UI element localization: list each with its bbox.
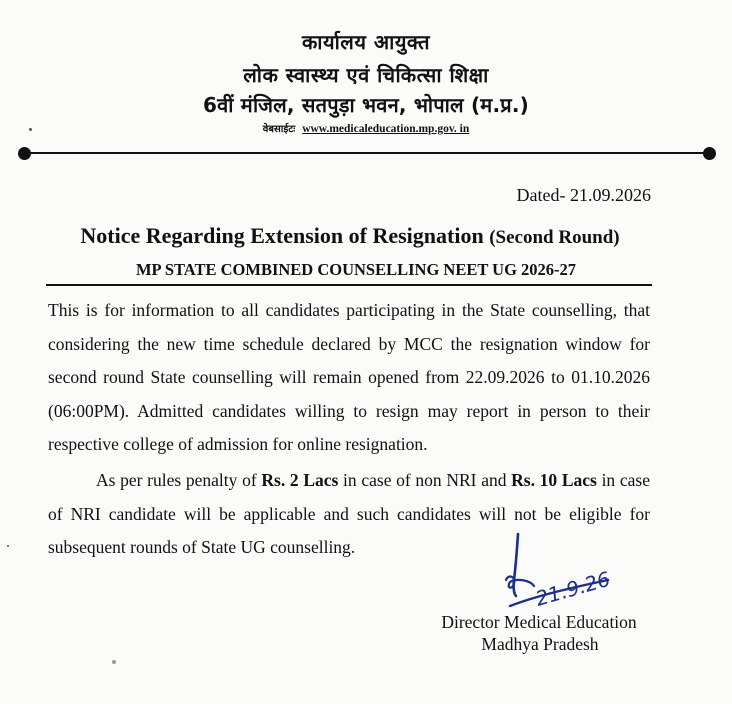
- divider-right-dot: [703, 147, 716, 160]
- paragraph-2-text-c: in case of NRI candidate will be applicable and such candidates will not be eligible for subsequent rounds of State UG counselling.: [48, 470, 650, 557]
- website-link[interactable]: www.medicaleducation.mp.gov. in: [302, 123, 470, 135]
- notice-title: [0, 223, 700, 249]
- body-paragraph-1: This is for information to all candidates participating in the State counselling, that considering the new time schedule declared by MCC the resignation window for second round State counselling will remain opened from 22.09.2026 to 01.10.2026 (06:00PM). Admitted candidates willing to resign may report in person to their respective college of admission for online resignation.: [48, 300, 650, 454]
- notice-title-main: Notice Regarding Extension of Resignation: [80, 223, 484, 248]
- subtitle-underline: [46, 284, 652, 286]
- website-line: [0, 121, 732, 135]
- department-name: लोक स्वास्थ्य एवं चिकित्सा शिक्षा: [243, 63, 489, 87]
- penalty-nri: Rs. 10 Lacs: [511, 470, 597, 490]
- notice-date: Dated- 21.09.2026: [516, 185, 651, 205]
- office-name: कार्यालय आयुक्त: [301, 30, 431, 54]
- notice-subtitle: MP STATE COMBINED COUNSELLING NEET UG 2026-27: [135, 260, 577, 279]
- scan-speck: [29, 128, 32, 131]
- divider-left-dot: [18, 147, 31, 160]
- scan-speck: [112, 660, 116, 664]
- website-label: वेबसाईटः: [262, 124, 296, 135]
- scan-speck: [7, 545, 9, 547]
- signatory-designation: Director Medical Education: [441, 612, 637, 632]
- notice-title-suffix: (Second Round): [489, 227, 620, 248]
- signature-date: 21.9.26: [532, 566, 613, 611]
- penalty-non-nri: Rs. 2 Lacs: [261, 470, 339, 490]
- paragraph-2-text-b: in case of non NRI and: [338, 470, 512, 490]
- handwritten-signature: [490, 530, 660, 616]
- paragraph-2-text-a: As per rules penalty of: [96, 470, 262, 490]
- header-divider: [26, 152, 710, 154]
- signatory-state: Madhya Pradesh: [481, 634, 599, 654]
- office-address: 6वीं मंजिल, सतपुड़ा भवन, भोपाल (म.प्र.): [203, 93, 529, 117]
